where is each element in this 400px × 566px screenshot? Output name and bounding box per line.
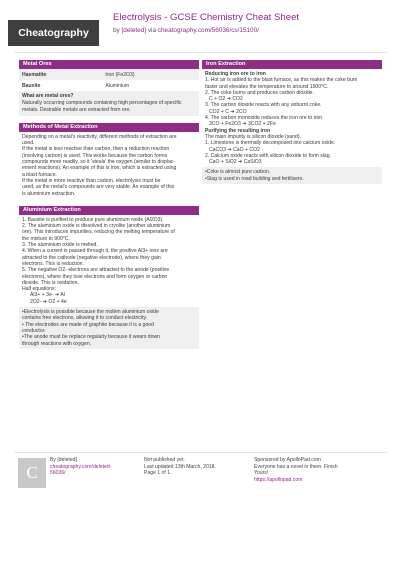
table-row	[19, 80, 199, 91]
text-line: The main impurity is silicon dioxide (sand).	[205, 133, 301, 140]
text-line: 5. The negative O2- electrons are attracted to the anode (positive	[22, 267, 170, 274]
footer-page: Page 1 of 1.	[144, 470, 172, 477]
subheading: Purifying the resulting iron	[205, 127, 271, 134]
text-line: If the metal is less reactive than carbon, then a reduction reaction	[22, 146, 170, 153]
text-line: through reactions with oxygen.	[22, 340, 92, 347]
equation-line: 3CO + Fe2O3 ➔ 3CO2 + 2Fe	[209, 121, 276, 128]
ores-question: What are metal ores?	[22, 93, 74, 99]
page-footer	[14, 452, 387, 542]
footer-meta	[144, 457, 234, 477]
ore-name: Bauxite	[22, 82, 41, 89]
sponsor-link[interactable]: https://apollopad.com	[254, 476, 303, 483]
text-line: is aluminium extraction.	[22, 190, 76, 197]
text-line: electrons), where they lose electrons and form oxygen or carbon	[22, 273, 168, 280]
aluminium-notes	[19, 307, 199, 349]
text-line: used, as the metal's compounds are very stable. An example of this	[22, 184, 175, 191]
subtitle-via: via	[147, 27, 157, 34]
page-subtitle	[113, 27, 259, 34]
text-line: compounds more readily, so it 'steals' the oxygen (similar to displac-	[22, 159, 176, 166]
sponsor-text: Everyone has a novel in them. Finish	[254, 463, 338, 470]
text-line: electrons. This is reduction.	[22, 260, 84, 267]
sponsor-text: Yours!	[254, 470, 269, 477]
text-line: the mixture to 900°C.	[22, 235, 70, 242]
text-line: Depending on a metal's reactivity, different methods of extraction are	[22, 133, 177, 140]
equation-line: C + O2 ➔ CO2	[209, 96, 243, 103]
text-line: ore). This introduces impurities, reducing the melting temperature of	[22, 229, 175, 236]
text-line: • The electrodes are made of graphite because it is a good	[22, 321, 154, 328]
footer-published: Not published yet.	[144, 457, 185, 463]
ores-note	[19, 91, 199, 116]
header-divider	[14, 52, 387, 53]
section-aluminium	[19, 206, 199, 349]
text-line: 2. The coke burns and produces carbon dioxide.	[205, 89, 314, 96]
footer-sponsor	[254, 457, 379, 483]
text-line: •The anode must be replace regularly because it wears down	[22, 334, 160, 341]
text-line: Half equations:	[22, 286, 56, 293]
text-line: 1. Hot air is added to the blast furnace, as this makes the coke burn	[205, 77, 358, 84]
text-line: used.	[22, 140, 35, 147]
text-line: 4. The carbon monoxide reduces the iron ore to iron.	[205, 115, 324, 122]
text-line: contains free electrons, allowing it to conduct electricity.	[22, 315, 148, 322]
ores-table	[19, 69, 199, 91]
footer-updated: Last updated 13th March, 2018.	[144, 463, 216, 470]
text-line: 2. The aluminium oxide is dissolved in cryolite (another aluminium	[22, 223, 171, 230]
left-column	[19, 60, 199, 349]
author-link[interactable]: [deleted]	[121, 27, 147, 34]
aluminium-body	[19, 215, 199, 307]
footer-by: By [deleted]	[50, 457, 77, 463]
iron-notes	[202, 167, 382, 184]
table-row	[19, 69, 199, 80]
equation-line: Al3+ + 3e- ➔ Al	[30, 292, 65, 299]
iron-body	[202, 69, 382, 167]
equation-line: 2O2- ➔ O2 + 4e	[30, 298, 67, 305]
sponsor-title[interactable]: Sponsored by ApolloPad.com	[254, 457, 321, 463]
text-line: dioxide. This is oxidation.	[22, 279, 79, 286]
page-title: Electrolysis - GCSE Chemistry Cheat Sheet	[113, 12, 300, 23]
text-line: 3. The carbon dioxide reacts with any unburnt coke.	[205, 102, 322, 109]
section-heading: Aluminium Extraction	[19, 206, 199, 215]
footer-author	[50, 457, 115, 477]
author-avatar-icon: C	[18, 458, 46, 488]
ore-name: Haematite	[19, 69, 102, 80]
text-line: 4. When a current is passed through it, the positive Al3+ ions are	[22, 248, 168, 255]
sheet-url-link[interactable]: cheatography.com/56036/cs/15100/	[157, 27, 259, 34]
page-header	[0, 0, 400, 52]
text-line: (involving carbon) is used. This works because the carbon forms	[22, 152, 168, 159]
ore-value: Iron (Fe2O3)	[102, 69, 199, 80]
text-line: 3. The aluminium oxide is melted.	[22, 242, 98, 249]
right-column	[202, 60, 382, 184]
cheatography-logo[interactable]: Cheatography	[8, 20, 99, 46]
text-line: 1. Limestone is thermally decomposed into calcium oxide.	[205, 140, 336, 147]
section-heading: Iron Extraction	[202, 60, 382, 69]
footer-author-link[interactable]: cheatography.com/deleted-56036/	[50, 463, 112, 477]
subtitle-by: by	[113, 27, 120, 34]
text-line: conductor.	[22, 327, 46, 334]
methods-body	[19, 132, 199, 199]
text-line: •Electrolysis is possible because the molten aluminium oxide	[22, 309, 159, 316]
section-heading: Metal Ores	[19, 60, 199, 69]
footer-divider	[14, 452, 387, 453]
section-heading: Methods of Metal Extraction	[19, 123, 199, 132]
text-line: •Slag is used in road building and fertilisers.	[205, 175, 304, 182]
equation-line: CO2 + C ➔ 2CO	[209, 108, 247, 115]
text-line: 1. Bauxite is purified to produce pure aluminium oxide (Al2O3).	[22, 216, 164, 223]
text-line: faster and elevates the temperature to around 1500°C.	[205, 83, 329, 90]
section-metal-ores	[19, 60, 199, 116]
ores-answer: Naturally occurring compounds containing high percentages of specific metals. Desirable metals are extracted from ore.	[22, 100, 182, 113]
equation-line: CaO + SiO2 ➔ CaSiO3	[209, 159, 262, 166]
text-line: 2. Calcium oxide reacts with silicon dioxide to form slag.	[205, 152, 331, 159]
ore-value: Aluminium	[105, 82, 130, 89]
section-iron	[202, 60, 382, 184]
section-methods	[19, 123, 199, 199]
text-line: a blast furnace.	[22, 171, 57, 178]
text-line: ement reactions). An example of this is iron, which is extracted using	[22, 165, 177, 172]
text-line: attracted to the cathode (negative electrode), where they gain	[22, 254, 161, 261]
subheading: Reducing iron ore to iron	[205, 71, 266, 77]
text-line: •Coke is almost pure carbon.	[205, 169, 271, 176]
text-line: If the metal is more reactive than carbon, electrolysis must be	[22, 177, 161, 184]
equation-line: CaCO3 ➔ CaO + CO2	[209, 146, 260, 153]
